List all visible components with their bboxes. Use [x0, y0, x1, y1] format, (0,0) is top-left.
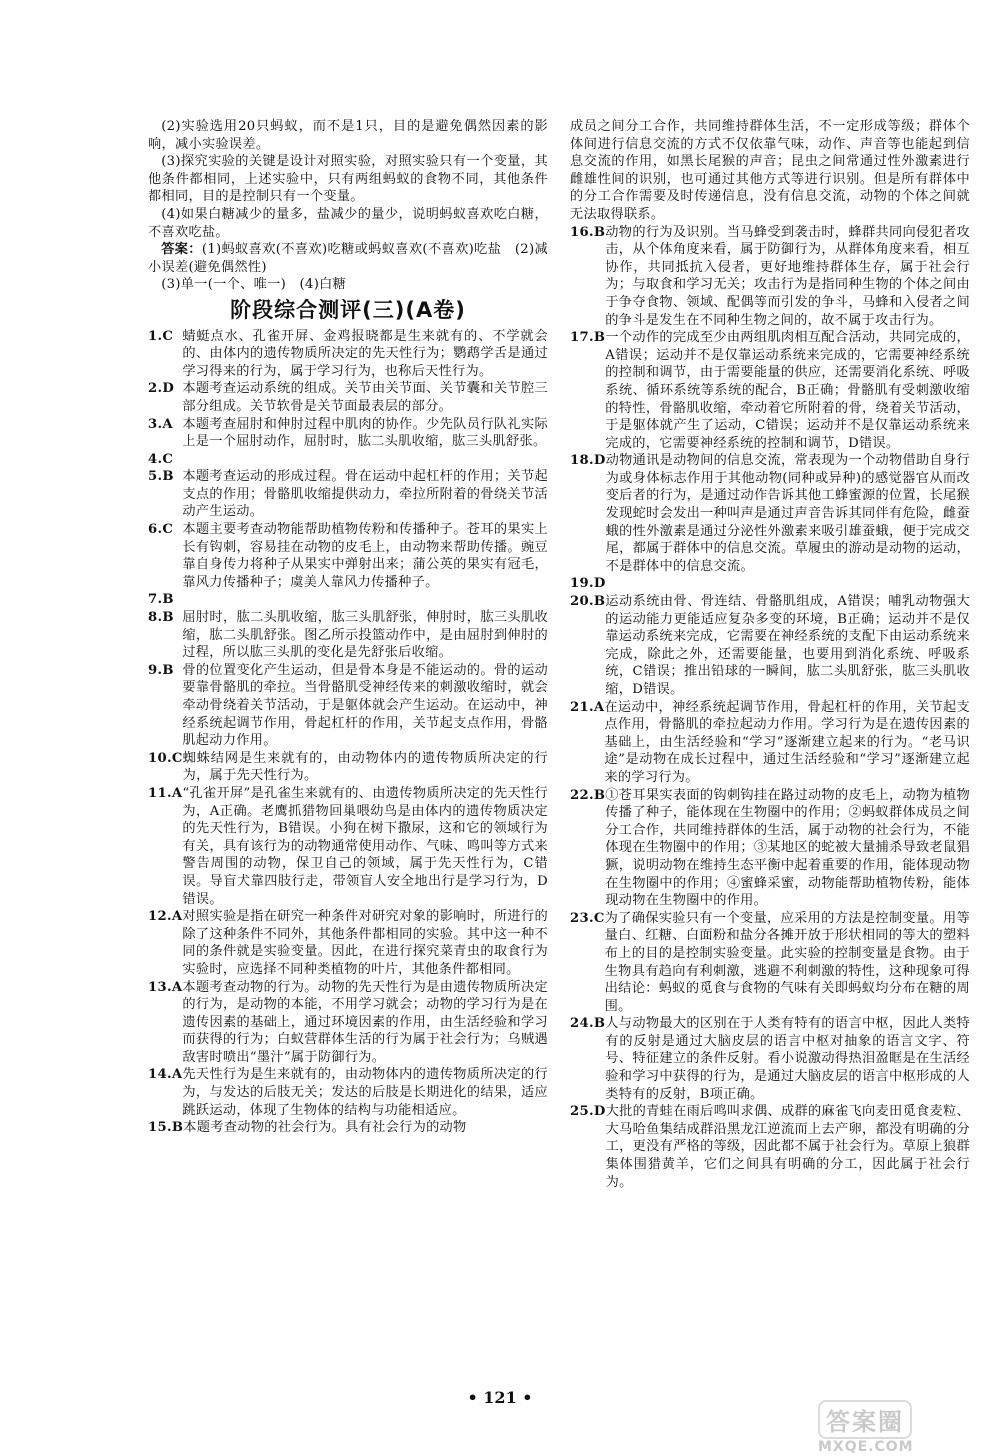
section-title: 阶段综合测评(三)(A卷): [230, 297, 466, 322]
answer-explanation: 大批的青蛙在雨后鸣叫求偶、成群的麻雀飞向麦田觅食麦粒、大马哈鱼集结成群沿黑龙江逆流而上去产卵，都没有明确的分工，更没有严格的等级，因此都不属于社会行为。草原上狼群集体围猎黄羊，它们之间具有明确的分工，因此属于社会行为。: [605, 1104, 970, 1190]
answer-item: [148, 609, 548, 662]
answer-explanation: 屈肘时，肱二头肌收缩，肱三头肌舒张，伸肘时，肱三头肌收缩，肱二头肌舒张。图乙所示投篮动作中，是由屈肘到伸肘的过程，所以肱三头肌的变化是先舒张后收缩。: [182, 610, 548, 661]
watermark-logo: [818, 1400, 988, 1455]
answer-item: [148, 1119, 548, 1137]
answer-explanation: 动物的行为及识别。当马蜂受到袭击时，蜂群共同向侵犯者攻击，从个体角度来看，属于防御行为，从群体角度来看，相互协作，共同抵抗入侵者，更好地维持群体生存，属于社会行为；与取食和学习无关；攻击行为是指同种生物的个体之间由于争夺食物、领域、配偶等而引发的争斗，马蜂和入侵者之间的争斗是发生在不同种生物之间的，故不属于攻击行为。: [605, 224, 970, 328]
answer-item: [570, 224, 970, 330]
answer-number: 11.A: [148, 785, 183, 801]
answer-item: [148, 416, 548, 451]
answer-item: [570, 787, 970, 910]
answer-number: 9.B: [148, 662, 174, 678]
answer-item: [570, 910, 970, 1016]
answer-explanation: 运动系统由骨、骨连结、骨骼肌组成，A错误；哺乳动物强大的运动能力更能适应复杂多变的环境，B正确；运动并不是仅靠运动系统来完成，它需要在神经系统的支配下由运动系统来完成，除此之外，还需要能量，也要用到消化系统、呼吸系统，C错误；推出铅球的一瞬间，肱二头肌舒张，肱三头肌收缩，D错误。: [605, 594, 970, 697]
answer-text: (1)蚂蚁喜欢(不喜欢)吃糖或蚂蚁喜欢(不喜欢)吃盐 (2)减小误差(避免偶然性): [148, 242, 548, 275]
answer-explanation: 在运动中，神经系统起调节作用，骨起杠杆的作用，关节起支点作用，骨骼肌的牵拉起动力作用。学习行为是在遗传因素的基础上，由生活经验和“学习”逐渐建立起来的行为。“老马识途”是动物在成长过程中，通过生活经验和“学习”逐渐建立起来的学习行为。: [604, 699, 970, 785]
answer-explanation: 本题考查运动的形成过程。骨在运动中起杠杆的作用；关节起支点的作用；骨骼肌收缩提供动力，牵拉所附着的骨绕关节活动产生运动。: [182, 469, 548, 520]
answer-item: [148, 750, 548, 785]
answer-explanation: 本题考查屈肘和伸肘过程中肌肉的协作。少先队员行队礼实际上是一个屈肘动作，屈肘时，肱二头肌收缩，肱三头肌舒张。: [182, 416, 548, 450]
answer-line: [148, 241, 548, 276]
answer-item: [570, 575, 970, 593]
answer-number: 4.C: [148, 451, 174, 467]
answer-item: [148, 521, 548, 591]
answer-number: 1.C: [148, 328, 174, 344]
answer-item: [570, 329, 970, 452]
answer-number: 7.B: [148, 592, 174, 608]
answer-number: 12.A: [148, 909, 183, 925]
watermark-url: MXQE.COM: [818, 1439, 914, 1455]
answer-number: 23.C: [570, 910, 605, 926]
answer-explanation: 本题考查运动系统的组成。关节由关节面、关节囊和关节腔三部分组成。关节软骨是关节面最表层的部分。: [182, 381, 548, 414]
paragraph: 成员之间分工合作，共同维持群体生活，不一定形成等级；群体个体间进行信息交流的方式不仅依靠气味，动作、声音等也能起到信息交流的作用，如黑长尾猴的声音；昆虫之间常通过性外激素进行雌雄性间的识别，也可通过其他方式等进行识别。但是所有群体中的分工合作需要及时传递信息，没有信息交流，动物的个体之间就无法取得联系。: [570, 119, 970, 222]
answer-explanation: 骨的位置变化产生运动，但是骨本身是不能运动的。骨的运动要靠骨骼肌的牵拉。当骨骼肌受神经传来的刺激收缩时，就会牵动骨绕着关节活动，于是躯体就会产生运动。在运动中，神经系统起调节作用，骨起杠杆的作用，关节起支点作用，骨骼肌起动力作用。: [182, 662, 548, 749]
answer-explanation: [606, 575, 970, 593]
answer-explanation: 动物通讯是动物间的信息交流，常表现为一个动物借助自身行为或身体标志作用于其他动物(同种或异种)的感觉器官从而改变后者的行为，是通过动作告诉其他工蜂蜜源的位置，长尾猴发现蛇时会发出一种叫声是通过声音告诉其同伴有危险，雌蚕蛾的性外激素是通过分泌性外激素来吸引雄蚕蛾，便于完成交尾，都属于群体中的信息交流。草履虫的游动是动物的运动，不是群体中的信息交流。: [605, 453, 970, 574]
answer-explanation: [182, 591, 548, 609]
answer-item: [570, 1015, 970, 1103]
answer-number: 3.A: [148, 416, 173, 432]
answer-number: 20.B: [570, 594, 606, 610]
paragraph: (4)如果白糖减少的量多，盐减少的量少，说明蚂蚁喜欢吃白糖，不喜欢吃盐。: [148, 206, 548, 240]
answer-line: (3)单一(一个、唯一) (4)白糖: [161, 277, 347, 293]
paragraph: (3)探究实验的关键是设计对照实验，对照实验只有一个变量，其他条件都相同，上述实验中，只有两组蚂蚁的食物不同，其他条件都相同，目的是控制只有一个变量。: [148, 154, 548, 205]
answer-list-right: [570, 224, 970, 1192]
answer-number: 24.B: [570, 1016, 606, 1032]
answer-item: [148, 451, 548, 469]
paragraph: (2)实验选用20只蚂蚁，而不是1只，目的是避免偶然因素的影响，减小实验误差。: [148, 119, 548, 152]
answer-item: [570, 593, 970, 699]
answer-item: [148, 591, 548, 609]
answer-number: 6.C: [148, 522, 174, 538]
answer-number: 15.B: [148, 1120, 184, 1136]
answer-explanation: [182, 451, 548, 469]
page-number: • 121 •: [467, 1388, 533, 1407]
answer-item: [148, 380, 548, 415]
answer-explanation: 为了确保实验只有一个变量，应采用的方法是控制变量。用等量白、红糖、白面粉和盐分各摊开放于形状相同的等大的塑料布上的目的是控制实验变量。此实验的控制变量是食物。由于生物具有趋向有利刺激，逃避不利刺激的特性，这种现象可得出结论：蚂蚁的觅食与食物的气味有关即蚂蚁均分布在糖的周围。: [604, 910, 970, 1014]
answer-number: 16.B: [570, 224, 606, 240]
answer-number: 21.A: [570, 699, 605, 715]
answer-number: 18.D: [570, 453, 606, 469]
answer-item: [148, 908, 548, 978]
answer-item: [148, 785, 548, 908]
answer-number: 5.B: [148, 469, 174, 485]
answer-explanation: 本题主要考查动物能帮助植物传粉和传播种子。苍耳的果实上长有钩刺，容易挂在动物的皮毛上，由动物来帮助传播。豌豆靠自身传力将种子从果实中弹射出来；蒲公英的果实有冠毛，靠风力传播种子；虞美人靠风力传播种子。: [182, 522, 548, 590]
answer-explanation: 一个动作的完成至少由两组肌肉相互配合活动，共同完成的，A错误；运动并不是仅靠运动系统来完成的，它需要神经系统的控制和调节，由于需要能量的供应，还需要消化系统、呼吸系统、循环系统等系统的配合，B正确；骨骼肌有受刺激收缩的特性，骨骼肌收缩，牵动着它所附着的骨，绕着关节活动，于是躯体就产生了运动，C错误；运动并不是仅靠运动系统来完成的，它需要神经系统的控制和调节，D错误。: [605, 330, 970, 451]
answer-explanation: ①苍耳果实表面的钩刺钩挂在路过动物的皮毛上，动物为植物传播了种子，能体现在生物圈中的作用；②蚂蚁群体成员之间分工合作，共同维持群体的生活，属于动物的社会行为，不能体现在生物圈中的作用；③某地区的蛇被大量捕杀导致老鼠猖獗，说明动物在维持生态平衡中起着重要的作用，能体现动物在生物圈中的作用；④蜜蜂采蜜，动物能帮助植物传粉，能体现动物在生物圈中的作用。: [605, 787, 970, 909]
answer-item: [570, 699, 970, 787]
answer-item: [148, 979, 548, 1067]
answer-number: 8.B: [148, 610, 174, 626]
answer-number: 2.D: [148, 381, 175, 397]
answer-item: [148, 468, 548, 521]
watermark-text: 答案圈: [818, 1400, 912, 1439]
answer-number: 14.A: [148, 1067, 183, 1083]
answer-explanation: 本题考查动物的行为。动物的先天性行为是由遗传物质所决定的行为，是动物的本能，不用学习就会；动物的学习行为是在遗传因素的基础上，通过环境因素的作用，由生活经验和学习而获得的行为；白蚁营群体生活的行为属于社会行为；乌贼遇敌害时喷出“墨汁”属于防御行为。: [182, 979, 548, 1065]
answer-explanation: 人与动物最大的区别在于人类有特有的语言中枢，因此人类特有的反射是通过大脑皮层的语言中枢对抽象的语言文字、符号、特征建立的条件反射。看小说激动得热泪盈眶是在生活经验和学习中获得的行为，是通过大脑皮层的语言中枢形成的人类特有的反射，B项正确。: [605, 1016, 970, 1102]
answer-explanation: 本题考查动物的社会行为。具有社会行为的动物: [183, 1120, 467, 1136]
answer-number: 25.D: [570, 1104, 606, 1120]
answer-number: 10.C: [148, 750, 183, 766]
right-column: [570, 118, 970, 1191]
left-column: [148, 118, 548, 1137]
answer-number: 19.D: [570, 576, 606, 592]
answer-number: 13.A: [148, 979, 183, 995]
answer-explanation: 先天性行为是生来就有的，由动物体内的遗传物质所决定的行为，与发达的后肢无关；发达的后肢是长期进化的结果，适应跳跃运动，体现了生物体的结构与功能相适应。: [182, 1067, 548, 1118]
answer-item: [148, 662, 548, 750]
answer-explanation: “孔雀开屏”是孔雀生来就有的、由遗传物质所决定的先天性行为，A正确。老鹰抓猎物回巢喂幼鸟是由体内的遗传物质决定的先天性行为，B错误。小狗在树下撒尿，这和它的领域行为有关，具有该行为的动物通常使用动作、气味、鸣叫等方式来警告周围的动物，保卫自己的领域，属于先天性行为，C错误。导盲犬靠四肢行走，带领盲人安全地出行是学习行为，D错误。: [182, 785, 548, 907]
answer-explanation: 对照实验是指在研究一种条件对研究对象的影响时，所进行的除了这种条件不同外，其他条件都相同的实验。其中这一种不同的条件就是实验变量。因此，在进行探究菜青虫的取食行为实验时，应选择不同种类植物的叶片，其他条件都相同。: [182, 909, 548, 977]
answer-number: 22.B: [570, 787, 606, 803]
answer-explanation: 蜘蛛结网是生来就有的，由动物体内的遗传物质所决定的行为，属于先天性行为。: [182, 750, 548, 784]
answer-label: 答案：: [161, 242, 202, 258]
answer-number: 17.B: [570, 330, 606, 346]
answer-item: [570, 452, 970, 575]
answer-list-left: [148, 328, 548, 1137]
answer-explanation: 蜻蜓点水、孔雀开屏、金鸡报晓都是生来就有的、不学就会的、由体内的遗传物质所决定的先天性行为；鹦鹉学舌是通过学习得来的行为，属于学习行为，也称后天性行为。: [182, 328, 548, 379]
answer-item: [148, 328, 548, 381]
answer-item: [148, 1066, 548, 1119]
answer-item: [570, 1103, 970, 1191]
